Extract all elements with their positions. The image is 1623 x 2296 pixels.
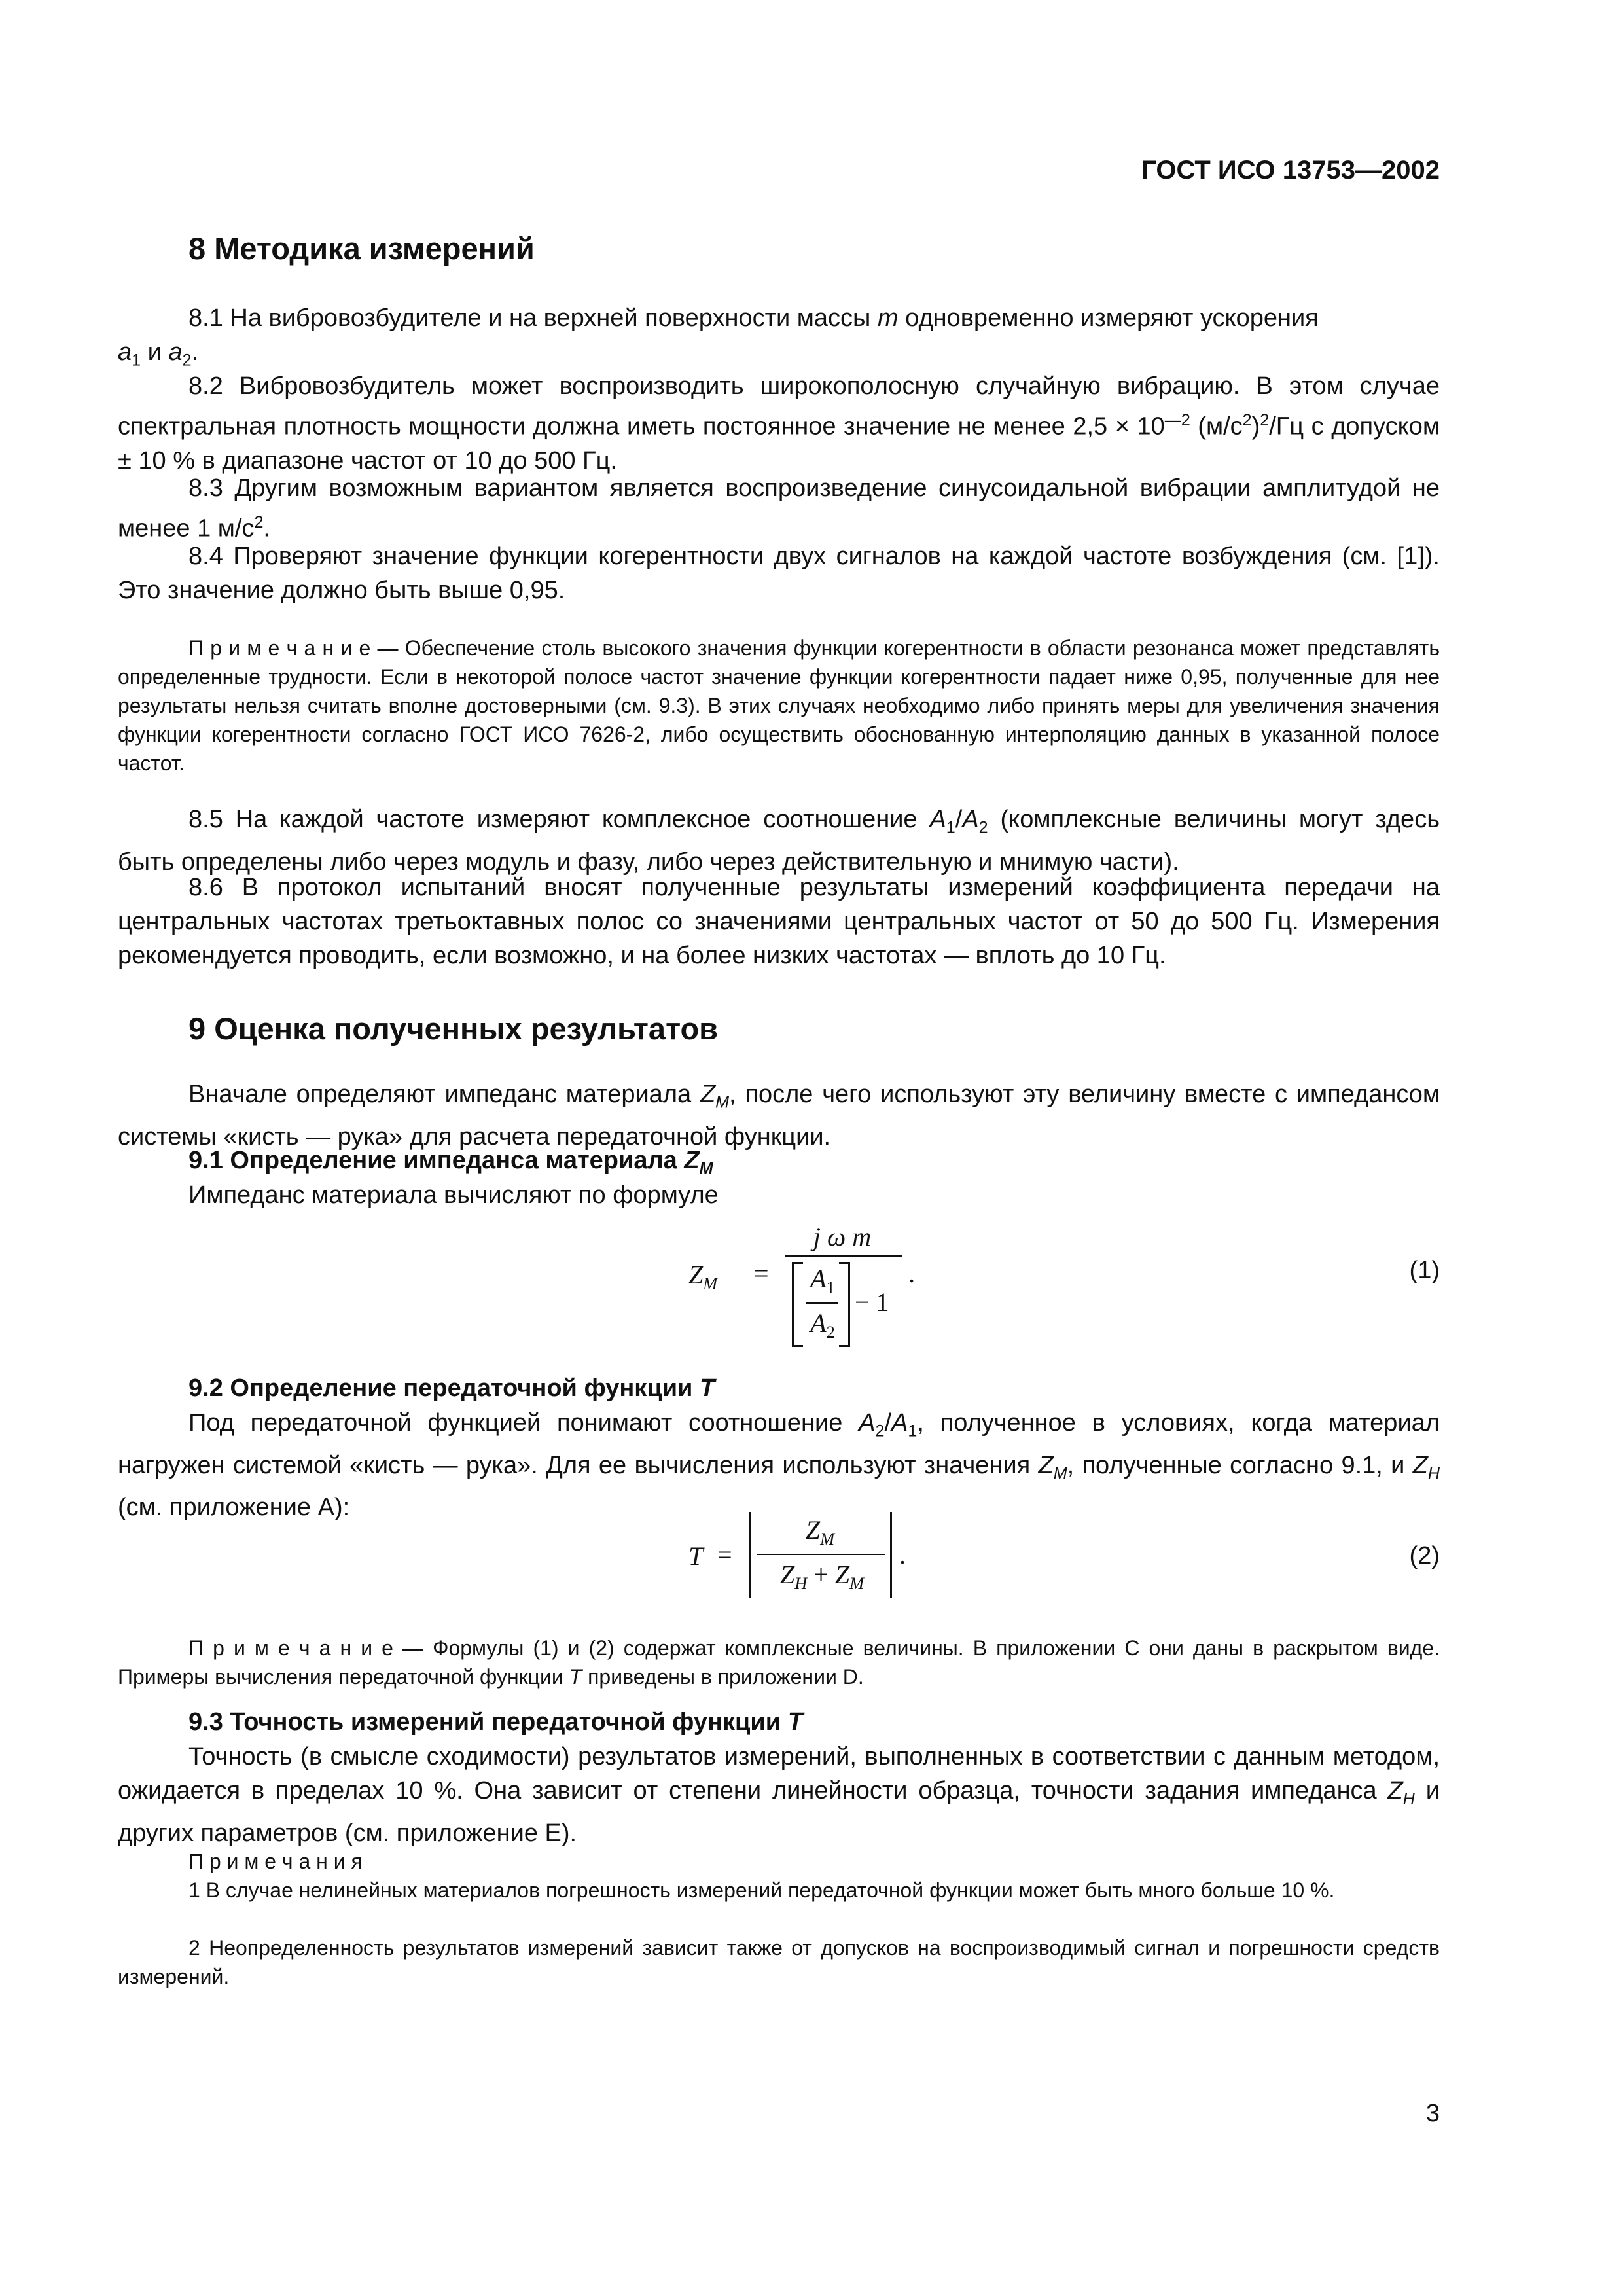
paragraph-8-2: 8.2 Вибровозбудитель может воспроизводить широкополосную случайную вибрацию. В этом случае спектральная плотность мощности должна иметь постоянное значение не менее $2,5 \times 10^{—2}$ $(м/с^2)^2/Гц$ с допуском ± 10 % в диапазоне частот от 10 до 500 Гц.: [118, 372, 1440, 475]
note-8: П р и м е ч а н и е — Обеспечение столь высокого значения функции когерентности в области резонанса может представлять определенные трудности. Если в некоторой полосе частот значение функции когерентности падает ниже 0,95, полученные для нее результаты нельзя считать вполне достоверными (см. 9.3). В этих случаях необходимо либо принять меры для увеличения значения функции когерентности согласно ГОСТ ИСО 7626-2, либо осуществить обоснованную интерполяцию данных в указанной полосе частот.: [118, 636, 1440, 775]
note-9-2: П р и м е ч а н и е — Формулы (1) и (2) содержат комплексные величины. В приложении С они даны в раскрытом виде. Примеры вычисления передаточной функции T приведены в приложении D.: [118, 1636, 1440, 1689]
paragraph-8-4: 8.4 Проверяют значение функции когерентности двух сигналов на каждой частоте возбуждения (см. [1]). Это значение должно быть выше 0,95.: [118, 543, 1440, 604]
left-bracket: [792, 1262, 803, 1347]
subsection-9-3-text: Точность (в смысле сходимости) результатов измерений, выполненных в соответствии с данным методом, ожидается в пределах 10 %. Она зависит от степени линейности образца, точности задания импеданса $Z_H$ и других параметров (см. приложение Е).: [118, 1743, 1440, 1847]
note-9-3-2: 2 Неопределенность результатов измерений зависит также от допусков на воспроизводимый сигнал и погрешности средств измерений.: [118, 1936, 1440, 1988]
document-page: [118, 0, 1440, 2296]
section-9-title: 9 Оценка полученных результатов: [188, 1011, 719, 1046]
abs-bar-right: [890, 1512, 892, 1598]
paragraph-8-1: 8.1 На вибровозбудителе и на верхней поверхности массы m одновременно измеряют ускорения $a_1$ и $a_2$.: [118, 304, 1319, 370]
equation-number-2: (2): [1409, 1542, 1440, 1570]
equation-number-1: (1): [1409, 1257, 1440, 1284]
notes-label: П р и м е ч а н и я: [188, 1850, 363, 1873]
paragraph-9-intro: Вначале определяют импеданс материала $Z_M$, после чего используют эту величину вместе с импедансом системы «кисть — рука» для расчета передаточной функции.: [118, 1081, 1440, 1151]
abs-bar-left: [749, 1512, 751, 1598]
paragraph-8-6: 8.6 В протокол испытаний вносят полученные результаты измерений коэффициента передачи на центральных частотах третьоктавных полос со значениями центральных частот от 50 до 500 Гц. Измерения рекомендуется проводить, если возможно, и на более низких частотах — вплоть до 10 Гц.: [118, 874, 1440, 969]
note-9-3-1: 1 В случае нелинейных материалов погрешность измерений передаточной функции может быть много больше 10 %.: [188, 1878, 1335, 1902]
subsection-9-3-title: 9.3 Точность измерений передаточной функции T: [188, 1708, 803, 1736]
formula-2: T = $Z_M$ $Z_H + Z_M$ .: [688, 1512, 1081, 1604]
subsection-9-2-text: Под передаточной функцией понимают соотношение $A_2/A_1$, полученное в условиях, когда материал нагружен системой «кисть — рука». Для ее вычисления используют значения $Z_M$, полученные согласно 9.1, и $Z_H$ (см. приложение А):: [118, 1409, 1440, 1522]
page-number: 3: [1425, 2100, 1440, 2127]
section-8-title: 8 Методика измерений: [188, 231, 535, 266]
fraction-bar-2: [757, 1554, 885, 1555]
right-bracket: [839, 1262, 850, 1347]
paragraph-8-3: 8.3 Другим возможным вариантом является воспроизведение синусоидальной вибрации амплитудой не менее 1 $м/с^2$.: [118, 475, 1440, 543]
fraction-bar: [785, 1255, 902, 1257]
subsection-9-1-text: Импеданс материала вычисляют по формуле: [188, 1181, 719, 1209]
document-header: ГОСТ ИСО 13753—2002: [1141, 156, 1440, 185]
subsection-9-2-title: 9.2 Определение передаточной функции T: [188, 1374, 715, 1402]
paragraph-8-5: 8.5 На каждой частоте измеряют комплексное соотношение $A_1/A_2$ (комплексные величины могут здесь быть определены либо через модуль и фазу, либо через действительную и мнимую части).: [118, 806, 1440, 876]
formula-1: $Z_M$ = j ω m $A_1$ $A_2$ − 1 .: [688, 1221, 1081, 1352]
subsection-9-1-title: 9.1 Определение импеданса материала $Z_M$: [188, 1147, 713, 1178]
